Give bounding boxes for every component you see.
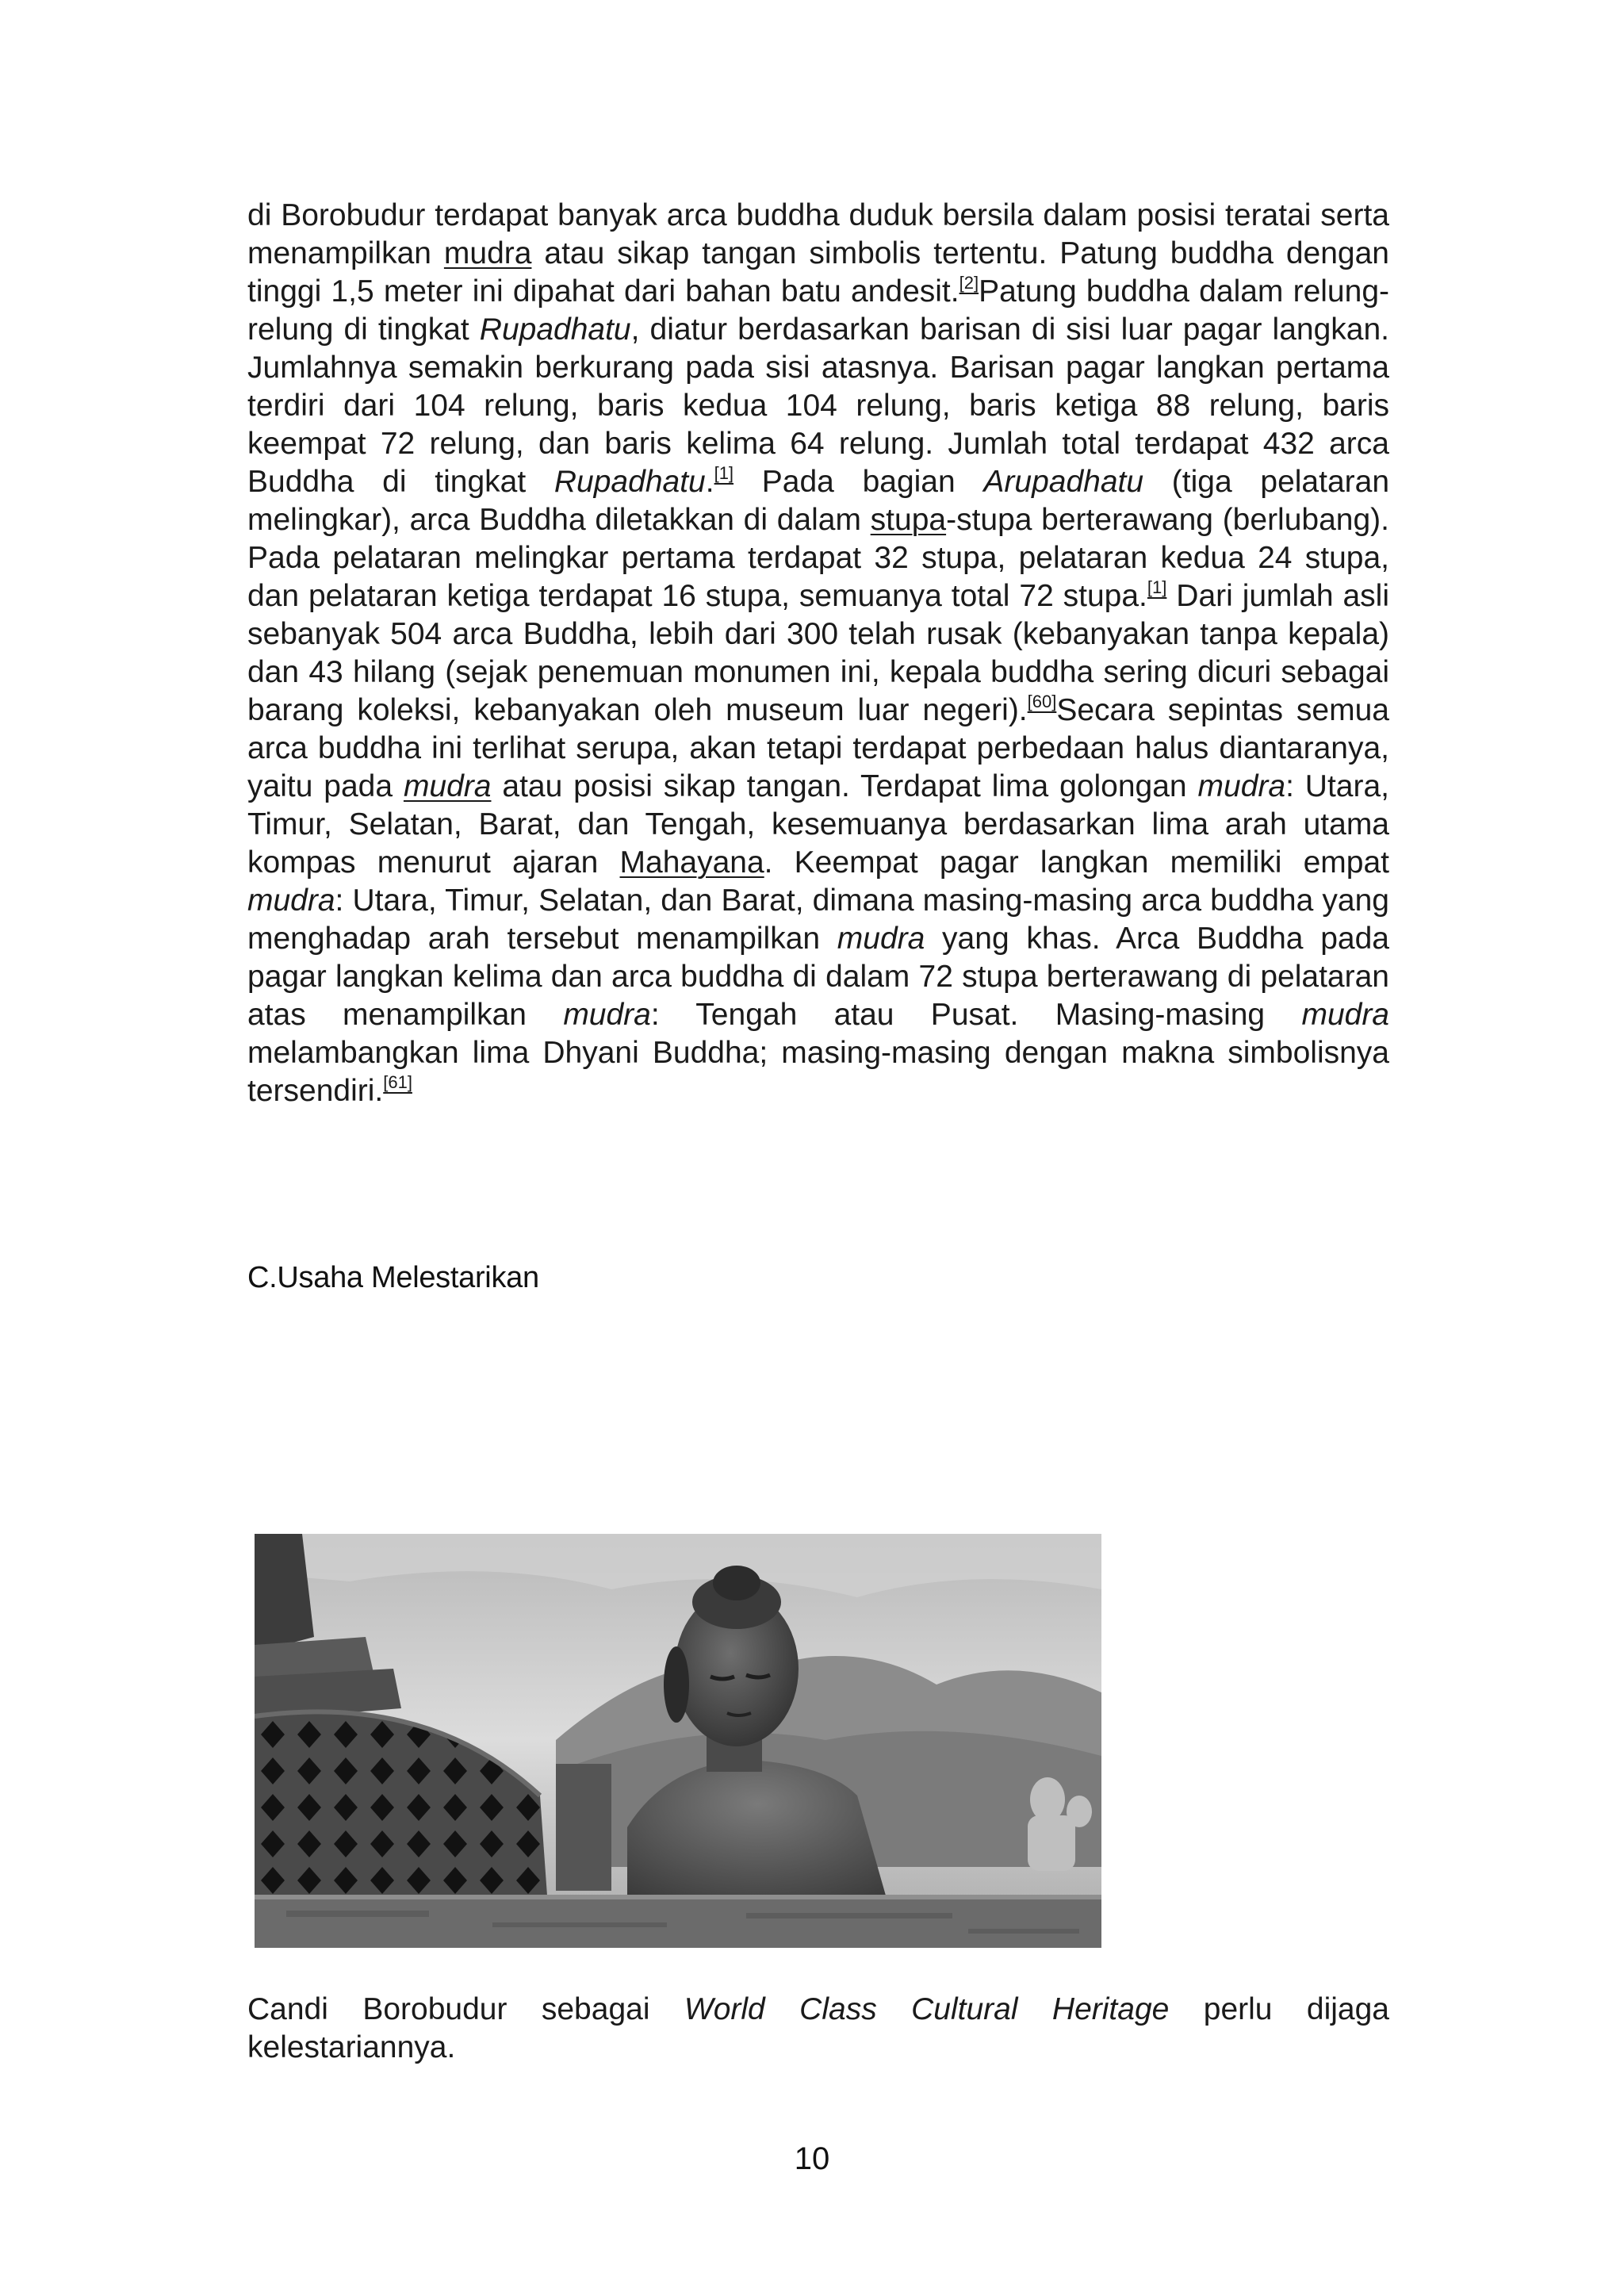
citation-2[interactable] bbox=[959, 273, 979, 293]
text-run: (tiga pelataran melingkar), arca Buddha diletakkan di dalam bbox=[247, 465, 1390, 537]
term-mudra: mudra bbox=[563, 998, 651, 1032]
term-arupadhatu: Arupadhatu bbox=[983, 465, 1144, 499]
text-run: perlu dijaga kelestariannya. bbox=[247, 1992, 1389, 2064]
text-run: atau posisi sikap tangan. Terdapat lima golongan bbox=[491, 769, 1198, 803]
buddha-topknot bbox=[713, 1566, 760, 1600]
text-run: , diatur berdasarkan barisan di sisi luar pagar langkan. Jumlahnya semakin berkurang pada sisi atasnya. Barisan pagar langkan pertama terdiri dari 104 relung, baris kedua 104 relung, baris ketiga 88 relung, baris keempat 72 relung, dan baris kelima 64 relung. Jumlah total terdapat 432 arca Buddha di tingkat bbox=[247, 312, 1389, 499]
text-run: Patung buddha dalam relung-relung di tingkat bbox=[247, 274, 1389, 347]
italic-phrase: World Class Cultural Heritage bbox=[684, 1992, 1170, 2026]
text-run: -stupa berterawang (berlubang). Pada pelataran melingkar pertama terdapat 32 stupa, pelataran kedua 24 stupa, dan pelataran ketiga terdapat 16 stupa, semuanya total 72 stupa. bbox=[247, 503, 1389, 613]
text-run: Candi Borobudur sebagai bbox=[247, 1992, 684, 2026]
ledge-edge bbox=[255, 1895, 1101, 1899]
text-run: yang khas. Arca Buddha pada pagar langkan kelima dan arca buddha di dalam 72 stupa berterawang di pelataran atas menampilkan bbox=[247, 922, 1389, 1032]
citation-1[interactable] bbox=[714, 463, 733, 483]
citation-61[interactable] bbox=[383, 1072, 412, 1092]
buddha-ear bbox=[664, 1646, 689, 1723]
term-rupadhatu: Rupadhatu bbox=[553, 465, 706, 499]
link-mudra[interactable]: mudra bbox=[443, 236, 532, 270]
citation-link[interactable]: [1] bbox=[714, 463, 734, 483]
stupa-silhouette bbox=[556, 1764, 611, 1891]
text-run: Secara sepintas semua arca buddha ini terlihat serupa, akan tetapi terdapat perbedaan halus diantaranya, yaitu pada bbox=[247, 693, 1389, 803]
text-run: . bbox=[705, 465, 714, 499]
text-run: . Keempat pagar langkan memiliki empat bbox=[764, 845, 1389, 880]
term-rupadhatu: Rupadhatu bbox=[479, 312, 631, 347]
text-run: Pada bagian bbox=[733, 465, 984, 499]
buddha-statue-photo bbox=[255, 1534, 1101, 1948]
citation-link[interactable]: [2] bbox=[959, 273, 979, 293]
citation-1[interactable] bbox=[1147, 577, 1166, 597]
text-run: Dari jumlah asli sebanyak 504 arca Buddha, lebih dari 300 telah rusak (kebanyakan tanpa kepala) dan 43 hilang (sejak penemuan monumen ini, kepala buddha sering dicuri sebagai barang koleksi, kebanyakan oleh museum luar negeri). bbox=[247, 579, 1389, 727]
text-run: melambangkan lima Dhyani Buddha; masing-masing dengan makna simbolisnya tersendiri. bbox=[247, 1036, 1389, 1108]
text-run: : Tengah atau Pusat. Masing-masing bbox=[650, 998, 1302, 1032]
link-mudra-italic[interactable] bbox=[404, 769, 492, 803]
text-run: : Utara, Timur, Selatan, dan Barat, dimana masing-masing arca buddha yang menghadap arah tersebut menampilkan bbox=[247, 884, 1389, 956]
term-mudra[interactable]: mudra bbox=[403, 769, 492, 803]
text-run: di Borobudur terdapat banyak arca buddha duduk bersila dalam posisi teratai serta menampilkan bbox=[247, 198, 1389, 270]
photo-illustration bbox=[255, 1534, 1101, 1948]
term-mudra: mudra bbox=[837, 922, 925, 956]
page-number: 10 bbox=[794, 2141, 830, 2176]
body-paragraph bbox=[247, 197, 1389, 1110]
section-heading: C.Usaha Melestarikan bbox=[247, 1261, 539, 1294]
text-run: atau sikap tangan simbolis tertentu. Patung buddha dengan tinggi 1,5 meter ini dipahat dari bahan batu andesit. bbox=[247, 236, 1389, 309]
citation-link[interactable]: [60] bbox=[1027, 692, 1057, 711]
term-mudra: mudra bbox=[247, 884, 335, 918]
link-stupa[interactable]: stupa bbox=[870, 503, 947, 537]
term-mudra: mudra bbox=[1301, 998, 1389, 1032]
text-run: : Utara, Timur, Selatan, Barat, dan Tengah, kesemuanya berdasarkan lima arah utama kompas menurut ajaran bbox=[247, 769, 1389, 880]
link-mahayana[interactable]: Mahayana bbox=[619, 845, 764, 880]
term-mudra: mudra bbox=[1197, 769, 1286, 803]
stone-ledge bbox=[255, 1895, 1101, 1948]
citation-link[interactable]: [1] bbox=[1147, 577, 1167, 597]
figure-caption bbox=[247, 1991, 1389, 2067]
citation-link[interactable]: [61] bbox=[383, 1072, 412, 1092]
citation-60[interactable] bbox=[1028, 692, 1057, 711]
